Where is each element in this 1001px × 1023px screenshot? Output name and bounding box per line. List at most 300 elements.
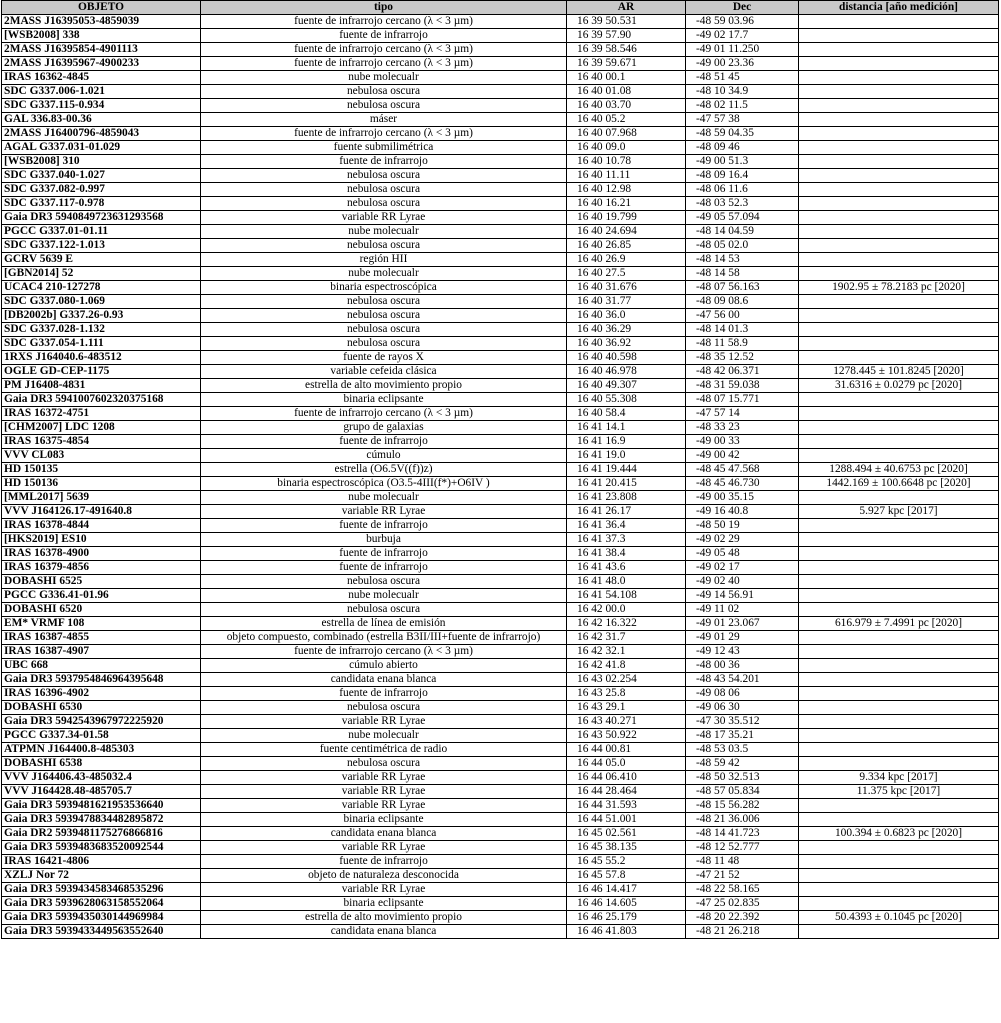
dec-cell: -48 12 52.777 — [686, 841, 799, 855]
table-row — [2, 477, 999, 491]
object-type-cell: fuente de infrarrojo — [201, 855, 567, 869]
dec-cell: -49 00 51.3 — [686, 155, 799, 169]
dec-cell: -49 08 06 — [686, 687, 799, 701]
table-row — [2, 897, 999, 911]
table-row — [2, 393, 999, 407]
dec-cell: -49 01 11.250 — [686, 43, 799, 57]
table-row — [2, 323, 999, 337]
table-row — [2, 15, 999, 29]
distance-cell — [799, 407, 999, 421]
distance-cell: 5.927 kpc [2017] — [799, 505, 999, 519]
table-row — [2, 617, 999, 631]
ra-cell: 16 40 31.676 — [567, 281, 686, 295]
dec-cell: -48 09 08.6 — [686, 295, 799, 309]
distance-cell — [799, 323, 999, 337]
dec-cell: -48 14 53 — [686, 253, 799, 267]
dec-cell: -47 21 52 — [686, 869, 799, 883]
ra-cell: 16 45 02.561 — [567, 827, 686, 841]
object-name-cell: SDC G337.117-0.978 — [2, 197, 201, 211]
ra-cell: 16 42 00.0 — [567, 603, 686, 617]
ra-cell: 16 43 25.8 — [567, 687, 686, 701]
distance-cell — [799, 813, 999, 827]
object-name-cell: UCAC4 210-127278 — [2, 281, 201, 295]
object-name-cell: IRAS 16372-4751 — [2, 407, 201, 421]
object-type-cell: binaria eclipsante — [201, 813, 567, 827]
ra-cell: 16 39 57.90 — [567, 29, 686, 43]
dec-cell: -49 06 30 — [686, 701, 799, 715]
ra-cell: 16 42 41.8 — [567, 659, 686, 673]
object-type-cell: variable RR Lyrae — [201, 883, 567, 897]
object-type-cell: nebulosa oscura — [201, 183, 567, 197]
object-name-cell: Gaia DR2 5939481175276866816 — [2, 827, 201, 841]
column-header-dec: Dec — [686, 1, 799, 15]
ra-cell: 16 40 31.77 — [567, 295, 686, 309]
object-name-cell: PGCC G337.34-01.58 — [2, 729, 201, 743]
object-name-cell: DOBASHI 6538 — [2, 757, 201, 771]
object-type-cell: nube molecualr — [201, 71, 567, 85]
object-name-cell: DOBASHI 6525 — [2, 575, 201, 589]
dec-cell: -49 02 40 — [686, 575, 799, 589]
object-name-cell: Gaia DR3 5939434583468535296 — [2, 883, 201, 897]
table-row — [2, 785, 999, 799]
object-type-cell: nebulosa oscura — [201, 757, 567, 771]
object-type-cell: fuente de infrarrojo cercano (λ < 3 µm) — [201, 43, 567, 57]
object-name-cell: SDC G337.080-1.069 — [2, 295, 201, 309]
table-row — [2, 659, 999, 673]
table-row — [2, 183, 999, 197]
object-type-cell: fuente de infrarrojo — [201, 519, 567, 533]
object-name-cell: 2MASS J16395053-4859039 — [2, 15, 201, 29]
table-row — [2, 533, 999, 547]
ra-cell: 16 39 58.546 — [567, 43, 686, 57]
distance-cell — [799, 855, 999, 869]
table-row — [2, 827, 999, 841]
dec-cell: -48 02 11.5 — [686, 99, 799, 113]
object-type-cell: cúmulo abierto — [201, 659, 567, 673]
object-type-cell: variable RR Lyrae — [201, 785, 567, 799]
table-row — [2, 169, 999, 183]
object-name-cell: VVV J164126.17-491640.8 — [2, 505, 201, 519]
object-type-cell: binaria espectroscópica (O3.5-4III(f*)+O6IV ) — [201, 477, 567, 491]
column-header-ar: AR — [567, 1, 686, 15]
table-row — [2, 43, 999, 57]
distance-cell — [799, 897, 999, 911]
object-name-cell: Gaia DR3 5941007602320375168 — [2, 393, 201, 407]
dec-cell: -48 33 23 — [686, 421, 799, 435]
object-type-cell: variable RR Lyrae — [201, 715, 567, 729]
ra-cell: 16 40 26.9 — [567, 253, 686, 267]
object-type-cell: nebulosa oscura — [201, 239, 567, 253]
distance-cell — [799, 351, 999, 365]
distance-cell — [799, 841, 999, 855]
object-type-cell: nebulosa oscura — [201, 337, 567, 351]
object-type-cell: fuente de infrarrojo — [201, 435, 567, 449]
distance-cell: 1442.169 ± 100.6648 pc [2020] — [799, 477, 999, 491]
distance-cell — [799, 547, 999, 561]
object-name-cell: SDC G337.082-0.997 — [2, 183, 201, 197]
object-type-cell: nebulosa oscura — [201, 323, 567, 337]
dec-cell: -48 03 52.3 — [686, 197, 799, 211]
ra-cell: 16 46 41.803 — [567, 925, 686, 939]
ra-cell: 16 40 03.70 — [567, 99, 686, 113]
dec-cell: -47 30 35.512 — [686, 715, 799, 729]
object-type-cell: fuente de infrarrojo — [201, 561, 567, 575]
object-name-cell: [MML2017] 5639 — [2, 491, 201, 505]
table-row — [2, 505, 999, 519]
table-row — [2, 743, 999, 757]
object-type-cell: burbuja — [201, 533, 567, 547]
ra-cell: 16 40 36.0 — [567, 309, 686, 323]
object-name-cell: VVV J164428.48-485705.7 — [2, 785, 201, 799]
distance-cell — [799, 141, 999, 155]
table-row — [2, 855, 999, 869]
object-name-cell: EM* VRMF 108 — [2, 617, 201, 631]
ra-cell: 16 46 14.417 — [567, 883, 686, 897]
table-row — [2, 71, 999, 85]
table-row — [2, 771, 999, 785]
object-name-cell: ATPMN J164400.8-485303 — [2, 743, 201, 757]
object-type-cell: variable RR Lyrae — [201, 841, 567, 855]
distance-cell — [799, 211, 999, 225]
dec-cell: -48 45 46.730 — [686, 477, 799, 491]
dec-cell: -48 11 58.9 — [686, 337, 799, 351]
object-type-cell: nube molecualr — [201, 589, 567, 603]
object-name-cell: Gaia DR3 5939478834482895872 — [2, 813, 201, 827]
distance-cell — [799, 169, 999, 183]
ra-cell: 16 40 07.968 — [567, 127, 686, 141]
dec-cell: -48 21 26.218 — [686, 925, 799, 939]
distance-cell — [799, 883, 999, 897]
ra-cell: 16 43 40.271 — [567, 715, 686, 729]
table-body — [2, 15, 999, 939]
object-type-cell: nebulosa oscura — [201, 701, 567, 715]
ra-cell: 16 45 55.2 — [567, 855, 686, 869]
table-row — [2, 29, 999, 43]
ra-cell: 16 40 19.799 — [567, 211, 686, 225]
dec-cell: -48 59 42 — [686, 757, 799, 771]
distance-cell — [799, 85, 999, 99]
ra-cell: 16 40 49.307 — [567, 379, 686, 393]
dec-cell: -48 21 36.006 — [686, 813, 799, 827]
dec-cell: -48 20 22.392 — [686, 911, 799, 925]
table-row — [2, 85, 999, 99]
ra-cell: 16 42 32.1 — [567, 645, 686, 659]
table-row — [2, 365, 999, 379]
distance-cell — [799, 603, 999, 617]
distance-cell: 31.6316 ± 0.0279 pc [2020] — [799, 379, 999, 393]
dec-cell: -49 05 57.094 — [686, 211, 799, 225]
table-row — [2, 491, 999, 505]
ra-cell: 16 40 58.4 — [567, 407, 686, 421]
ra-cell: 16 41 38.4 — [567, 547, 686, 561]
table-row — [2, 449, 999, 463]
distance-cell — [799, 99, 999, 113]
object-type-cell: nube molecualr — [201, 729, 567, 743]
distance-cell — [799, 183, 999, 197]
object-type-cell: nebulosa oscura — [201, 603, 567, 617]
object-name-cell: [GBN2014] 52 — [2, 267, 201, 281]
ra-cell: 16 40 12.98 — [567, 183, 686, 197]
dec-cell: -48 14 01.3 — [686, 323, 799, 337]
ra-cell: 16 41 23.808 — [567, 491, 686, 505]
object-type-cell: fuente de infrarrojo cercano (λ < 3 µm) — [201, 645, 567, 659]
table-row — [2, 715, 999, 729]
object-name-cell: SDC G337.054-1.111 — [2, 337, 201, 351]
object-name-cell: [WSB2008] 310 — [2, 155, 201, 169]
ra-cell: 16 41 19.0 — [567, 449, 686, 463]
dec-cell: -48 22 58.165 — [686, 883, 799, 897]
object-name-cell: IRAS 16387-4855 — [2, 631, 201, 645]
object-name-cell: Gaia DR3 5939433449563552640 — [2, 925, 201, 939]
dec-cell: -48 15 56.282 — [686, 799, 799, 813]
table-row — [2, 575, 999, 589]
object-type-cell: fuente de infrarrojo — [201, 155, 567, 169]
object-type-cell: estrella de alto movimiento propio — [201, 911, 567, 925]
object-name-cell: IRAS 16375-4854 — [2, 435, 201, 449]
ra-cell: 16 44 06.410 — [567, 771, 686, 785]
dec-cell: -48 00 36 — [686, 659, 799, 673]
table-row — [2, 869, 999, 883]
table-row — [2, 407, 999, 421]
object-name-cell: 2MASS J16395967-4900233 — [2, 57, 201, 71]
object-type-cell: fuente de infrarrojo — [201, 29, 567, 43]
object-name-cell: IRAS 16362-4845 — [2, 71, 201, 85]
dec-cell: -48 14 41.723 — [686, 827, 799, 841]
object-type-cell: fuente de infrarrojo — [201, 547, 567, 561]
distance-cell — [799, 43, 999, 57]
dec-cell: -49 02 17.7 — [686, 29, 799, 43]
object-name-cell: PGCC G337.01-01.11 — [2, 225, 201, 239]
object-type-cell: binaria eclipsante — [201, 897, 567, 911]
distance-cell — [799, 519, 999, 533]
object-type-cell: nebulosa oscura — [201, 309, 567, 323]
object-name-cell: XZLJ Nor 72 — [2, 869, 201, 883]
column-header-distancia: distancia [año medición] — [799, 1, 999, 15]
ra-cell: 16 40 01.08 — [567, 85, 686, 99]
object-name-cell: SDC G337.040-1.027 — [2, 169, 201, 183]
ra-cell: 16 40 36.29 — [567, 323, 686, 337]
dec-cell: -48 50 32.513 — [686, 771, 799, 785]
object-name-cell: SDC G337.028-1.132 — [2, 323, 201, 337]
object-type-cell: candidata enana blanca — [201, 925, 567, 939]
table-row — [2, 309, 999, 323]
distance-cell: 1278.445 ± 101.8245 [2020] — [799, 365, 999, 379]
object-type-cell: estrella de alto movimiento propio — [201, 379, 567, 393]
ra-cell: 16 40 00.1 — [567, 71, 686, 85]
table-row — [2, 631, 999, 645]
dec-cell: -48 59 04.35 — [686, 127, 799, 141]
distance-cell — [799, 57, 999, 71]
distance-cell — [799, 645, 999, 659]
table-row — [2, 435, 999, 449]
object-name-cell: PM J16408-4831 — [2, 379, 201, 393]
distance-cell — [799, 239, 999, 253]
distance-cell — [799, 71, 999, 85]
distance-cell: 616.979 ± 7.4991 pc [2020] — [799, 617, 999, 631]
ra-cell: 16 41 37.3 — [567, 533, 686, 547]
dec-cell: -48 17 35.21 — [686, 729, 799, 743]
object-type-cell: nube molecualr — [201, 225, 567, 239]
object-name-cell: VVV J164406.43-485032.4 — [2, 771, 201, 785]
object-type-cell: variable RR Lyrae — [201, 211, 567, 225]
dec-cell: -49 11 02 — [686, 603, 799, 617]
dec-cell: -49 02 29 — [686, 533, 799, 547]
object-type-cell: máser — [201, 113, 567, 127]
object-name-cell: Gaia DR3 5939483683520092544 — [2, 841, 201, 855]
object-name-cell: HD 150135 — [2, 463, 201, 477]
table-row — [2, 225, 999, 239]
object-type-cell: nube molecualr — [201, 491, 567, 505]
table-header-row — [2, 1, 999, 15]
dec-cell: -48 53 03.5 — [686, 743, 799, 757]
table-row — [2, 729, 999, 743]
object-name-cell: [HKS2019] ES10 — [2, 533, 201, 547]
distance-cell — [799, 449, 999, 463]
object-name-cell: Gaia DR3 5940849723631293568 — [2, 211, 201, 225]
dec-cell: -48 10 34.9 — [686, 85, 799, 99]
object-type-cell: fuente de infrarrojo — [201, 687, 567, 701]
dec-cell: -48 31 59.038 — [686, 379, 799, 393]
ra-cell: 16 41 14.1 — [567, 421, 686, 435]
table-row — [2, 925, 999, 939]
object-name-cell: VVV CL083 — [2, 449, 201, 463]
ra-cell: 16 41 54.108 — [567, 589, 686, 603]
ra-cell: 16 40 11.11 — [567, 169, 686, 183]
distance-cell — [799, 729, 999, 743]
table-row — [2, 337, 999, 351]
dec-cell: -48 42 06.371 — [686, 365, 799, 379]
object-type-cell: nebulosa oscura — [201, 85, 567, 99]
object-name-cell: DOBASHI 6520 — [2, 603, 201, 617]
object-type-cell: nebulosa oscura — [201, 99, 567, 113]
distance-cell — [799, 799, 999, 813]
distance-cell — [799, 533, 999, 547]
ra-cell: 16 40 24.694 — [567, 225, 686, 239]
ra-cell: 16 43 29.1 — [567, 701, 686, 715]
dec-cell: -48 06 11.6 — [686, 183, 799, 197]
ra-cell: 16 46 25.179 — [567, 911, 686, 925]
object-name-cell: SDC G337.115-0.934 — [2, 99, 201, 113]
dec-cell: -48 14 04.59 — [686, 225, 799, 239]
ra-cell: 16 41 16.9 — [567, 435, 686, 449]
object-type-cell: fuente de infrarrojo cercano (λ < 3 µm) — [201, 407, 567, 421]
ra-cell: 16 44 00.81 — [567, 743, 686, 757]
ra-cell: 16 41 26.17 — [567, 505, 686, 519]
distance-cell — [799, 743, 999, 757]
object-name-cell: HD 150136 — [2, 477, 201, 491]
ra-cell: 16 41 43.6 — [567, 561, 686, 575]
object-type-cell: grupo de galaxias — [201, 421, 567, 435]
distance-cell — [799, 575, 999, 589]
dec-cell: -48 14 58 — [686, 267, 799, 281]
dec-cell: -48 43 54.201 — [686, 673, 799, 687]
distance-cell — [799, 225, 999, 239]
distance-cell — [799, 589, 999, 603]
object-type-cell: nebulosa oscura — [201, 197, 567, 211]
distance-cell: 11.375 kpc [2017] — [799, 785, 999, 799]
table-row — [2, 799, 999, 813]
dec-cell: -49 12 43 — [686, 645, 799, 659]
object-type-cell: nebulosa oscura — [201, 295, 567, 309]
object-name-cell: 2MASS J16395854-4901113 — [2, 43, 201, 57]
dec-cell: -48 35 12.52 — [686, 351, 799, 365]
ra-cell: 16 45 38.135 — [567, 841, 686, 855]
distance-cell — [799, 435, 999, 449]
column-header-objeto: OBJETO — [2, 1, 201, 15]
table-row — [2, 701, 999, 715]
dec-cell: -48 51 45 — [686, 71, 799, 85]
object-name-cell: IRAS 16421-4806 — [2, 855, 201, 869]
table-row — [2, 883, 999, 897]
ra-cell: 16 40 05.2 — [567, 113, 686, 127]
dec-cell: -49 00 23.36 — [686, 57, 799, 71]
ra-cell: 16 40 09.0 — [567, 141, 686, 155]
table-row — [2, 463, 999, 477]
table-row — [2, 519, 999, 533]
dec-cell: -48 05 02.0 — [686, 239, 799, 253]
objects-table — [1, 0, 999, 939]
object-name-cell: IRAS 16387-4907 — [2, 645, 201, 659]
table-row — [2, 379, 999, 393]
distance-cell — [799, 421, 999, 435]
distance-cell — [799, 295, 999, 309]
distance-cell: 50.4393 ± 0.1045 pc [2020] — [799, 911, 999, 925]
dec-cell: -48 07 56.163 — [686, 281, 799, 295]
ra-cell: 16 45 57.8 — [567, 869, 686, 883]
object-name-cell: IRAS 16396-4902 — [2, 687, 201, 701]
object-type-cell: candidata enana blanca — [201, 827, 567, 841]
object-type-cell: variable RR Lyrae — [201, 505, 567, 519]
distance-cell — [799, 659, 999, 673]
dec-cell: -47 56 00 — [686, 309, 799, 323]
table-row — [2, 841, 999, 855]
distance-cell — [799, 253, 999, 267]
table-row — [2, 127, 999, 141]
column-header-tipo: tipo — [201, 1, 567, 15]
dec-cell: -48 07 15.771 — [686, 393, 799, 407]
table-row — [2, 673, 999, 687]
distance-cell — [799, 869, 999, 883]
object-type-cell: binaria eclipsante — [201, 393, 567, 407]
dec-cell: -48 57 05.834 — [686, 785, 799, 799]
object-type-cell: fuente centimétrica de radio — [201, 743, 567, 757]
ra-cell: 16 40 46.978 — [567, 365, 686, 379]
distance-cell — [799, 197, 999, 211]
distance-cell — [799, 309, 999, 323]
dec-cell: -47 57 38 — [686, 113, 799, 127]
table-row — [2, 141, 999, 155]
ra-cell: 16 40 16.21 — [567, 197, 686, 211]
object-type-cell: nebulosa oscura — [201, 575, 567, 589]
table-row — [2, 197, 999, 211]
ra-cell: 16 40 40.598 — [567, 351, 686, 365]
table-row — [2, 155, 999, 169]
table-row — [2, 211, 999, 225]
ra-cell: 16 41 19.444 — [567, 463, 686, 477]
object-name-cell: PGCC G336.41-01.96 — [2, 589, 201, 603]
object-type-cell: estrella (O6.5V((f))z) — [201, 463, 567, 477]
ra-cell: 16 44 05.0 — [567, 757, 686, 771]
object-type-cell: fuente submilimétrica — [201, 141, 567, 155]
object-type-cell: estrella de línea de emisión — [201, 617, 567, 631]
table-row — [2, 57, 999, 71]
table-row — [2, 113, 999, 127]
object-type-cell: candidata enana blanca — [201, 673, 567, 687]
object-type-cell: nube molecualr — [201, 267, 567, 281]
object-name-cell: IRAS 16378-4900 — [2, 547, 201, 561]
object-type-cell: región HII — [201, 253, 567, 267]
object-name-cell: IRAS 16378-4844 — [2, 519, 201, 533]
